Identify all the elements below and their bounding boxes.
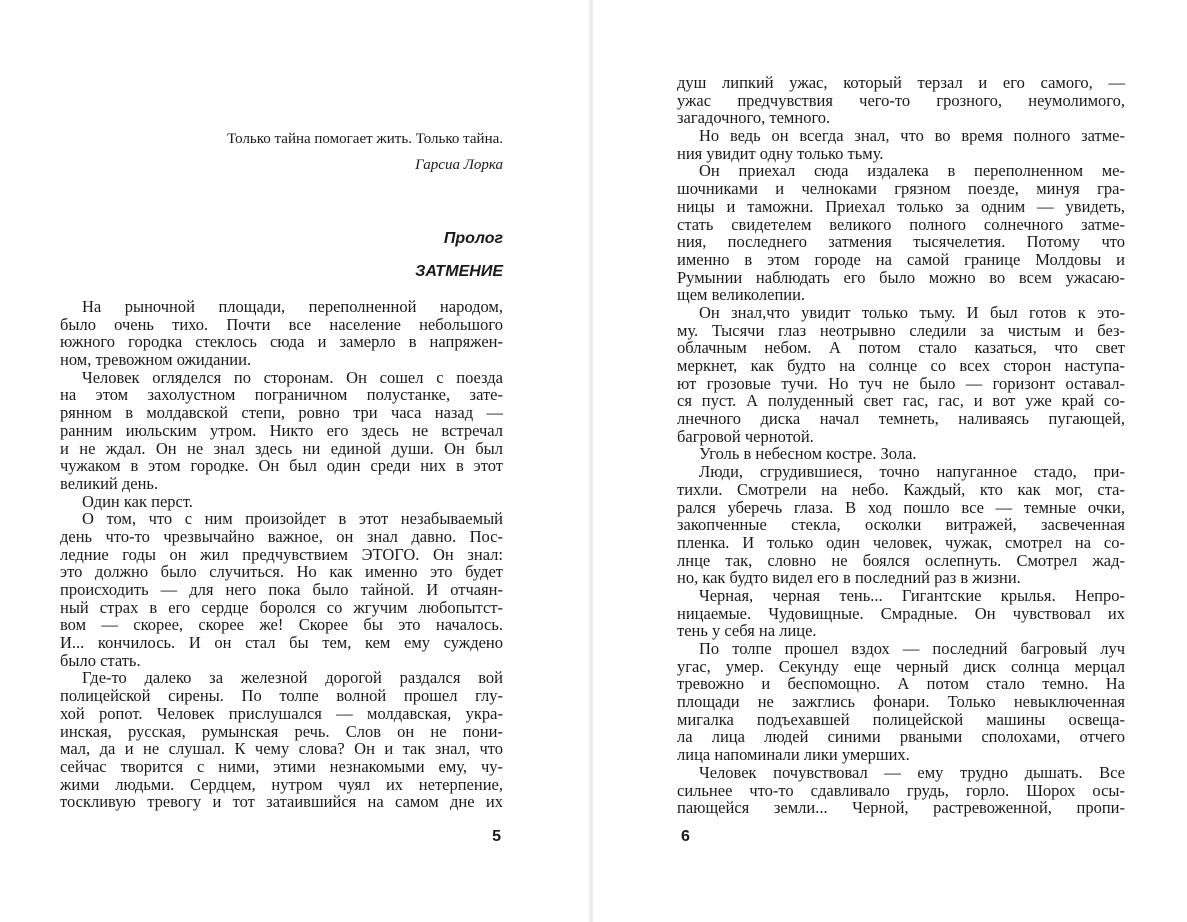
text-line: было очень тихо. Почти все население небольшого [60, 314, 503, 334]
text-line: ницы и таможни. Приехал только за одним — увидеть, [677, 196, 1125, 216]
text-line: лнце так, словно не боялся ослепнуть. Смотрел жад- [677, 550, 1125, 570]
body-text [677, 74, 1125, 817]
paragraph [60, 369, 503, 493]
section-heading: Пролог [443, 230, 503, 247]
text-line: ния увидит одну только тьму. [677, 143, 884, 163]
text-line: ужас предчувствия чего-то грозного, неумолимого, [677, 90, 1125, 110]
page-number: 5 [492, 828, 501, 845]
chapter-title: ЗАТМЕНИЕ [415, 263, 503, 280]
text-line: рался уберечь глаза. В ход пошло все — темные очки, [677, 497, 1125, 517]
text-line: закопченные стекла, осколки витражей, засвеченная [677, 515, 1125, 535]
paragraph [677, 764, 1125, 817]
text-line: ют грозовые тучи. Но туч не было — горизонт оставал- [677, 373, 1125, 393]
text-line: сильнее что-то сдавливало грудь, горло. Шорох осы- [677, 780, 1125, 800]
text-line: ном, тревожном ожидании. [60, 350, 252, 370]
paragraph [60, 298, 503, 369]
text-line: происходить — для него пока было тайной. И отчаян- [60, 580, 503, 599]
body-text [60, 298, 503, 811]
text-line: рянном в молдавской степи, ровно три часа назад — [60, 403, 503, 423]
text-line: мал, да и не слушал. К чему слова? Он и так знал, что [60, 739, 503, 759]
text-line: стать свидетелем великого полного солнечного затме- [677, 214, 1125, 234]
page-number: 6 [681, 828, 690, 845]
text-line: было стать. [60, 650, 141, 670]
paragraph [60, 493, 503, 511]
right-page [677, 0, 1125, 922]
text-line: шочниками и челноками грязном поезде, минуя гра- [677, 179, 1125, 199]
text-line: Человек огляделся по сторонам. Он сошел с поезда [82, 367, 503, 387]
text-line: Где-то далеко за железной дорогой раздался вой [82, 668, 503, 688]
text-line: тревожно и беспомощно. А потом стало темно. На [677, 674, 1125, 694]
text-line: ледние годы он жил предчувствием ЭТОГО. Он знал: [60, 544, 503, 564]
text-line: Румынии наблюдать его было можно во всем ужасаю- [677, 267, 1125, 287]
text-line: душ липкий ужас, который терзал и его самого, — [677, 73, 1125, 92]
text-line: инская, русская, румынская речь. Слов он не пони- [60, 721, 503, 741]
paragraph [677, 640, 1125, 764]
text-line: ния, последнего затмения тысячелетия. Потому что [677, 232, 1125, 252]
text-line: угас, умер. Секунду еще черный диск солнца мерцал [677, 656, 1125, 676]
text-line: загадочного, темного. [677, 108, 831, 128]
text-line: чужаком в этом городке. Он был один среди них в этот [60, 456, 503, 476]
text-line: лица напоминали лики умерших. [677, 745, 910, 765]
text-line: му. Тысячи глаз неотрывно следили за чистым и без- [677, 320, 1125, 340]
text-line: тихли. Смотрели на небо. Каждый, кто как мог, ста- [677, 479, 1125, 499]
text-line: это должно было случиться. Но как именно это будет [60, 562, 503, 582]
text-line: Он знал,что увидит только тьму. И был готов к это- [699, 302, 1125, 322]
text-line: день что-то чрезвычайно важное, он знал давно. Пос- [60, 526, 503, 546]
paragraph [677, 304, 1125, 446]
left-page [60, 0, 503, 922]
text-line: пающейся земли... Черной, растревоженной, пропи- [677, 798, 1125, 818]
paragraph [677, 463, 1125, 587]
text-line: Черная, черная тень... Гигантские крылья. Непро- [699, 585, 1125, 605]
text-line: И... кончилось. И он стал бы тем, кем ему суждено [60, 633, 503, 653]
paragraph [60, 510, 503, 669]
paragraph [677, 587, 1125, 640]
text-line: ный страх в его сердце боролся со жгучим любопытст- [60, 597, 503, 617]
text-line: тень у себя на лице. [677, 621, 817, 641]
text-line: ся пуст. А полуденный свет гас, гас, и вот уже край со- [677, 391, 1125, 411]
text-line: вом — скорее, скорее же! Скорее бы это началось. [60, 615, 503, 635]
text-line: Уголь в небесном костре. Зола. [699, 444, 917, 464]
paragraph [60, 669, 503, 811]
text-line: на этом захолустном пограничном полустанке, зате- [60, 385, 503, 405]
text-line: На рыночной площади, переполненной народом, [82, 297, 503, 316]
text-line: великий день. [60, 473, 159, 493]
text-line: Люди, сгрудившиеся, точно напуганное стадо, при- [699, 462, 1125, 482]
text-line: мигалка подъехавшей полицейской машины освеща- [677, 709, 1125, 729]
text-line: облачным небом. А потом стало казаться, что свет [677, 338, 1125, 358]
text-line: Человек почувствовал — ему трудно дышать. Все [699, 762, 1125, 782]
text-line: но, как будто видел его в последний раз в жизни. [677, 568, 1021, 588]
text-line: именно в этом городе на самой границе Молдовы и [677, 249, 1125, 269]
text-line: По толпе прошел вздох — последний багровый луч [699, 639, 1125, 658]
text-line: меркнет, как будто на солнце со всех сторон наступа- [677, 356, 1125, 375]
text-line: щем великолепии. [677, 285, 806, 305]
paragraph [677, 74, 1125, 127]
epigraph: Только тайна помогает жить. Только тайна. [227, 131, 503, 147]
epigraph-author: Гарсиа Лорка [415, 157, 503, 173]
text-line: южного городка стеклось сюда и замерло в напряжен- [60, 332, 503, 352]
book-gutter [588, 0, 594, 922]
text-line: лнечного диска начал темнеть, наливаясь пугающей, [677, 409, 1125, 429]
text-line: багровой чернотой. [677, 426, 814, 446]
paragraph [677, 162, 1125, 304]
text-line: ницаемые. Чудовищные. Смрадные. Он чувствовал их [677, 603, 1125, 623]
text-line: сейчас творится с ними, этими незнакомыми ему, чу- [60, 756, 503, 776]
text-line: полицейской сирены. По толпе волной прошел глу- [60, 686, 503, 706]
text-line: Он приехал сюда издалека в переполненном ме- [699, 161, 1125, 181]
text-line: ранним июльским утром. Никто его здесь не встречал [60, 420, 503, 440]
text-line: хой ропот. Человек прислушался — молдавская, укра- [60, 703, 503, 723]
text-line: Один как перст. [82, 491, 193, 511]
paragraph [677, 445, 1125, 463]
text-line: пленка. И только один человек, чужак, смотрел на со- [677, 532, 1125, 552]
text-line: О том, что с ним произойдет в этот незабываемый [82, 509, 503, 529]
paragraph [677, 127, 1125, 162]
text-line: тоскливую тревогу и тот затаившийся на самом дне их [60, 792, 503, 812]
text-line: жими людьми. Сердцем, нутром чуял их нетерпение, [60, 774, 503, 794]
text-line: ла лица людей синими рваными сполохами, отчего [677, 727, 1125, 747]
text-line: и не ждал. Он не знал здесь ни единой души. Он был [60, 438, 503, 458]
text-line: площади не зажглись фонари. Только невыключенная [677, 692, 1125, 712]
text-line: Но ведь он всегда знал, что во время полного затме- [699, 126, 1125, 146]
